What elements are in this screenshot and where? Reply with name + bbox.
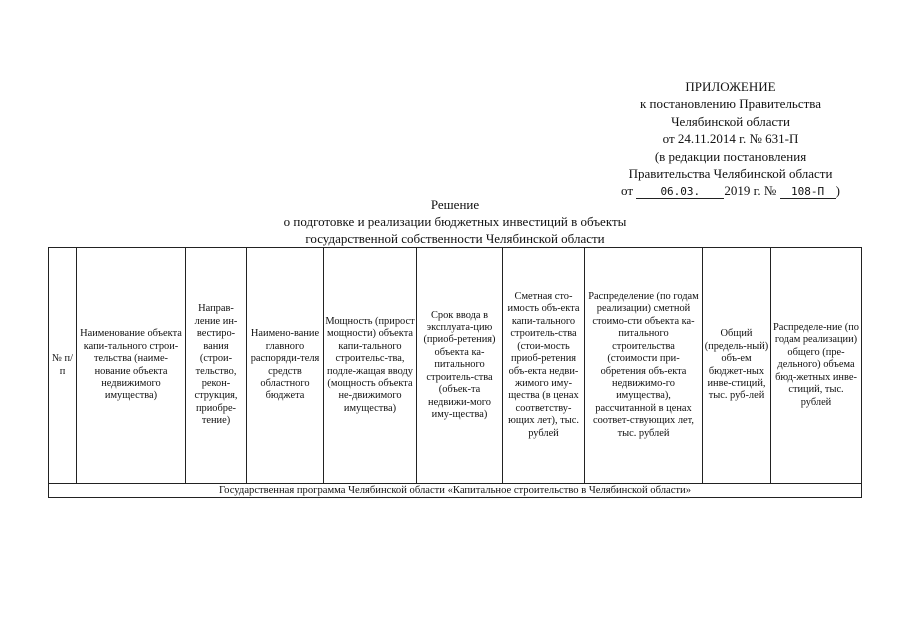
column-header: Сметная сто-имость объ-екта капи-тального строитель-ства (стои-мость приоб-ретения объ-екта недви-жимого иму-щества (в ценах соответству-ющих лет), тыс. рублей [503,248,585,484]
column-header: № п/п [49,248,77,484]
appendix-line: Правительства Челябинской области [628,166,833,182]
appendix-line: Челябинской области [671,113,790,129]
amendment-date-field: 06.03. [636,186,724,199]
appendix-title: ПРИЛОЖЕНИЕ [685,79,776,94]
investment-table [48,247,862,498]
column-header: Наименование объекта капи-тального строи-тельства (наиме-нование объекта недвижимого имущества) [77,248,186,484]
table-row [49,484,862,498]
program-row-cell: Государственная программа Челябинской области «Капитальное строительство в Челябинской области» [49,484,862,498]
amendment-prefix: от [621,183,634,199]
column-header: Распределе-ние (по годам реализации) общего (пре-дельного) объема бюд-жетных инве-стиций, тыс. рублей [771,248,862,484]
decision-subtitle-line: о подготовке и реализации бюджетных инвестиций в объекты [283,214,627,229]
decision-title: Решение [430,197,480,212]
appendix-block [598,78,863,200]
closing-paren: ) [835,183,840,199]
column-header: Общий (предель-ный) объ-ем бюджет-ных инве-стиций, тыс. руб-лей [703,248,771,484]
column-header: Мощность (прирост мощности) объекта капи-тального строительс-тва, подле-жащая вводу (мощность объекта не-движимого имущества) [324,248,417,484]
table-header-row [49,248,862,484]
column-header: Наимено-вание главного распоряди-теля средств областного бюджета [247,248,324,484]
column-header: Срок ввода в эксплуата-цию (приоб-ретения) объекта ка-питального строитель-ства (объек-та недвижи-мого иму-щества) [417,248,503,484]
decision-subtitle-line: государственной собственности Челябинской области [305,231,605,246]
decision-heading [200,196,710,247]
appendix-line: к постановлению Правительства [639,96,822,112]
amendment-year: 2019 г. № [724,183,777,199]
appendix-line: от 24.11.2014 г. № 631-П [662,131,799,147]
column-header: Распределение (по годам реализации) сметной стоимо-сти объекта ка-питального строительства (стоимости при-обретения объ-екта недвижимо-го имущества), рассчитанной в ценах соответ-ствующих лет, тыс. рублей [585,248,703,484]
column-header: Направ-ление ин-вестиро-вания (строи-тельство, рекон-струкция, приобре-тение) [186,248,247,484]
amendment-number-field: 108-П [780,186,836,199]
appendix-line: (в редакции постановления [654,148,807,164]
